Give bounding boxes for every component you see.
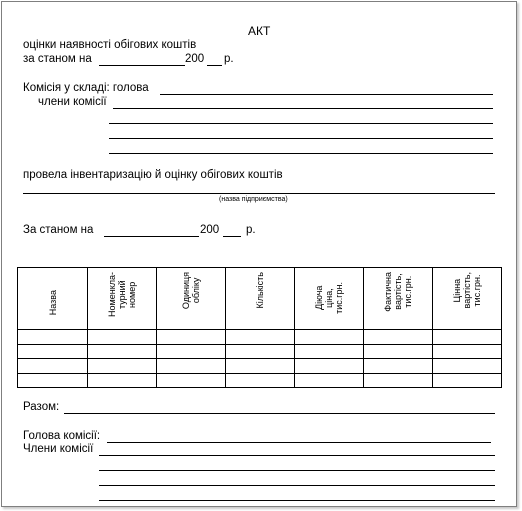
- table-cell: [433, 359, 502, 374]
- commission-members-label: члени комісії: [38, 96, 107, 108]
- table-cell: [226, 373, 295, 388]
- table-cell: [364, 373, 433, 388]
- table-cell: [364, 344, 433, 359]
- table-cell: [88, 344, 157, 359]
- date-line-suffix: р.: [224, 53, 234, 65]
- column-header: [88, 268, 157, 330]
- date-line2-prefix: За станом на: [23, 224, 94, 236]
- table-cell: [295, 344, 364, 359]
- table-header-row: [18, 268, 502, 330]
- table-row: [18, 330, 502, 345]
- signature-members-label: Члени комісії: [23, 443, 94, 455]
- table-cell: [157, 330, 226, 345]
- column-header-label: Одиниця обліку: [181, 272, 201, 310]
- table-cell: [226, 344, 295, 359]
- commission-member-line: [109, 153, 493, 154]
- commission-member-line: [109, 123, 493, 124]
- column-header-label: Діюча ціна, тис.грн.: [314, 282, 344, 314]
- commission-member-line: [109, 138, 493, 139]
- table-cell: [18, 373, 88, 388]
- table-cell: [295, 359, 364, 374]
- date2-day-month-blank: [104, 236, 199, 237]
- date-day-month-blank: [99, 65, 185, 66]
- table-cell: [433, 373, 502, 388]
- table-cell: [88, 330, 157, 345]
- total-blank: [64, 413, 495, 414]
- table-cell: [364, 359, 433, 374]
- table-cell: [433, 344, 502, 359]
- table-cell: [295, 330, 364, 345]
- column-header: [364, 268, 433, 330]
- table-cell: [18, 344, 88, 359]
- table-cell: [157, 373, 226, 388]
- table-row: [18, 373, 502, 388]
- table-cell: [18, 359, 88, 374]
- column-header-label: Цінна вартість, тис.грн.: [452, 272, 482, 309]
- column-header: [157, 268, 226, 330]
- signature-member-line: [99, 470, 495, 471]
- column-header-label: Назва: [47, 290, 58, 316]
- table-cell: [433, 330, 502, 345]
- column-header-label: Номенкла- турний номер: [107, 272, 137, 317]
- date-line-year: 200: [185, 53, 205, 65]
- date-line2-year: 200: [200, 224, 220, 236]
- inventory-text: провела інвентаризацію й оцінку обігових коштів: [23, 169, 283, 181]
- table-row: [18, 344, 502, 359]
- column-header: [18, 268, 88, 330]
- table-cell: [157, 359, 226, 374]
- signature-head-blank: [107, 442, 491, 443]
- table-cell: [88, 359, 157, 374]
- date2-year-blank: [223, 236, 241, 237]
- table-cell: [226, 330, 295, 345]
- document-page: [1, 1, 517, 507]
- table-cell: [295, 373, 364, 388]
- table-cell: [18, 330, 88, 345]
- column-header: [433, 268, 502, 330]
- commission-member-line: [113, 108, 493, 109]
- signature-member-line: [99, 455, 495, 456]
- table-cell: [88, 373, 157, 388]
- date-line2-suffix: р.: [246, 224, 256, 236]
- signature-member-line: [99, 500, 495, 501]
- signature-head-label: Голова комісії:: [23, 430, 101, 442]
- table-cell: [157, 344, 226, 359]
- table-cell: [364, 330, 433, 345]
- commission-head-label: Комісія у складі: голова: [23, 82, 149, 94]
- inventory-table: [17, 267, 502, 388]
- signature-member-line: [99, 485, 495, 486]
- column-header: [226, 268, 295, 330]
- enterprise-caption: (назва підприємства): [219, 196, 288, 203]
- date-line-prefix: за станом на: [23, 53, 92, 65]
- total-label: Разом:: [23, 401, 60, 413]
- column-header-label: Кількість: [255, 272, 265, 309]
- column-header: [295, 268, 364, 330]
- commission-head-blank: [160, 94, 493, 95]
- column-header-label: Фактична вартість, тис.грн.: [383, 272, 413, 312]
- document-title: АКТ: [248, 24, 271, 38]
- date-year-blank: [207, 65, 222, 66]
- document-subtitle: оцінки наявності обігових коштів: [23, 39, 197, 51]
- enterprise-name-blank: [23, 193, 495, 194]
- table-cell: [226, 359, 295, 374]
- table-row: [18, 359, 502, 374]
